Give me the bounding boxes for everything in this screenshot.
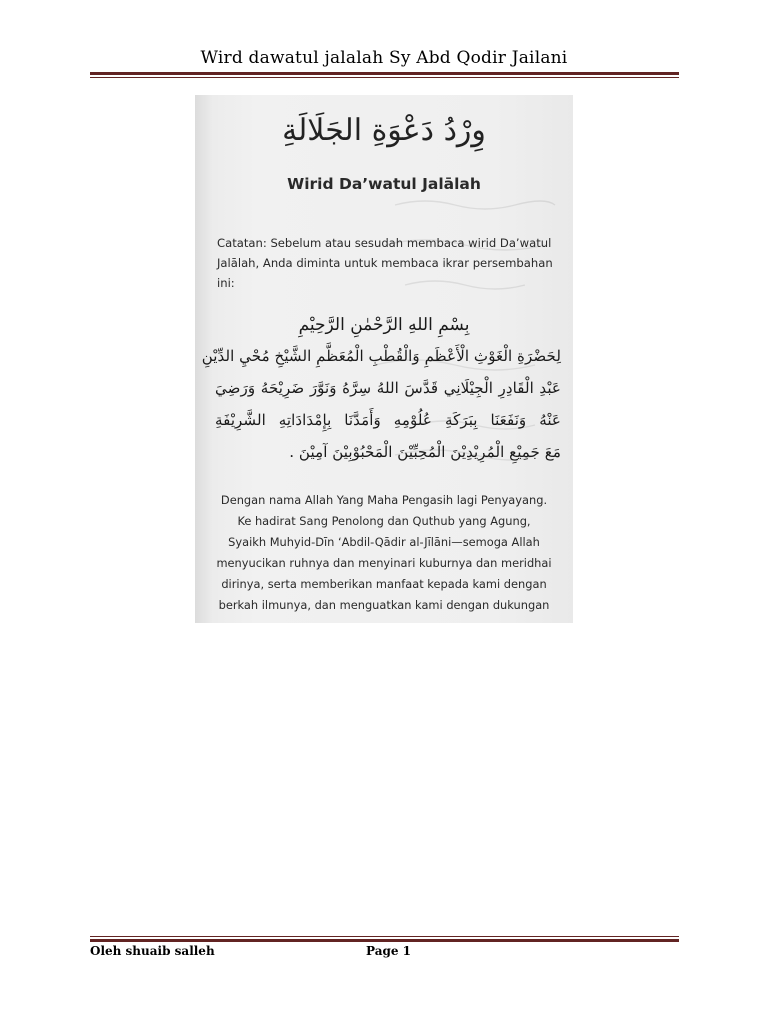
header-rule-thick (90, 72, 679, 75)
note-line: ini: (217, 276, 235, 290)
arabic-text-line: عَبْدِ الْقَادِرِ الْجِيْلَانِي قَدَّسَ اللهُ سِرَّهُ وَنَوَّرَ ضَرِيْحَهُ وَرَضِيَ (215, 379, 561, 397)
arabic-text-line: مَعَ جَمِيْعِ الْمُرِيْدِيْنَ الْمُحِبِّيْنَ الْمَحْبُوْبِيْنَ آمِيْنَ . (289, 443, 561, 461)
scanned-page-image (195, 95, 573, 623)
footer-rule-thick (90, 939, 679, 942)
arabic-title: وِرْدُ دَعْوَةِ الجَلَالَةِ (282, 113, 486, 148)
latin-title: Wirid Da’watul Jalālah (287, 175, 481, 193)
translation-line: Ke hadirat Sang Penolong dan Quthub yang Agung, (237, 514, 531, 528)
footer-rule-thin (90, 936, 679, 937)
footer-page-number: Page 1 (366, 944, 412, 958)
translation-line: menyucikan ruhnya dan menyinari kuburnya dan meridhai (216, 556, 552, 570)
translation-line: Syaikh Muhyid-Dīn ‘Abdil-Qādir al-Jīlāni—semoga Allah (228, 535, 540, 549)
page-header-title: Wird dawatul jalalah Sy Abd Qodir Jailani (200, 48, 568, 68)
arabic-text-line: عَنْهُ وَنَفَعَنَا بِبَرَكَةِ عُلُوْمِهِ وَأَمَدَّنَا بِإِمْدَادَاتِهِ الشَّرِيْفَةِ (215, 411, 561, 429)
translation-line: dirinya, serta memberikan manfaat kepada kami dengan (221, 577, 547, 591)
footer-author: Oleh shuaib salleh (90, 944, 215, 958)
translation-line: Dengan nama Allah Yang Maha Pengasih lagi Penyayang. (220, 493, 548, 507)
note-line: Jalālah, Anda diminta untuk membaca ikrar persembahan (217, 256, 553, 270)
instruction-note (217, 233, 567, 293)
basmala: بِسْمِ اللهِ الرَّحْمٰنِ الرَّحِيْمِ (298, 315, 470, 335)
note-line: Catatan: Sebelum atau sesudah membaca wirid Da’watul (217, 236, 552, 250)
arabic-text-line: لِحَضْرَةِ الْغَوْثِ الْأَعْظَمِ وَالْقُطْبِ الْمُعَظَّمِ الشَّيْخِ مُحْيِ الدِّيْنِ (201, 347, 561, 365)
translation-line: berkah ilmunya, dan menguatkan kami dengan dukungan (218, 598, 550, 612)
header-rule-thin (90, 77, 679, 78)
